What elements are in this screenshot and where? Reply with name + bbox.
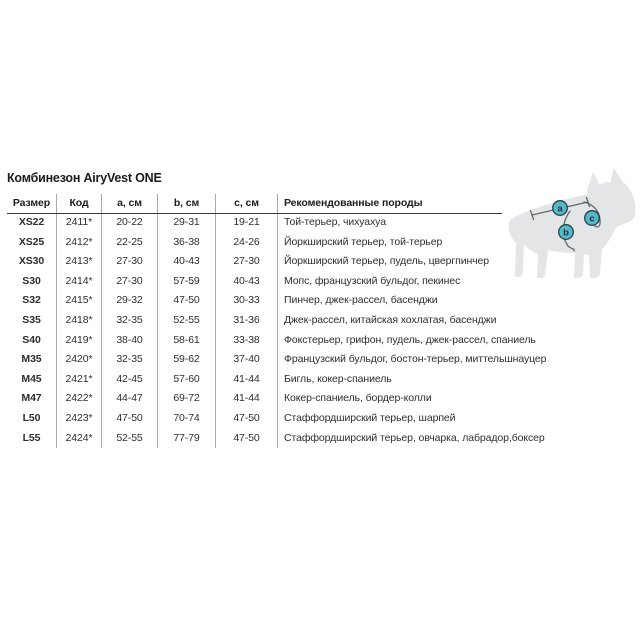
table-row [7,233,552,253]
cell-c-cm: 27-30 [216,252,278,272]
cell-a-cm: 38-40 [102,331,158,351]
measure-label-a: a [557,203,563,215]
page-title: Комбинезон AiryVest ONE [7,171,162,185]
cell-b-cm: 58-61 [158,331,216,351]
table-row [7,252,552,272]
cell-c-cm: 41-44 [216,389,278,409]
cell-code: 2418* [57,311,102,331]
cell-a-cm: 47-50 [102,409,158,429]
cell-b-cm: 69-72 [158,389,216,409]
column-header-breeds: Рекомендованные породы [284,197,423,209]
table-row [7,389,552,409]
table-row [7,429,552,449]
cell-a-cm: 27-30 [102,272,158,292]
cell-a-cm: 29-32 [102,291,158,311]
cell-c-cm: 40-43 [216,272,278,292]
cell-size: XS25 [7,233,57,253]
cell-breeds: Стаффордширский терьер, шарпей [284,411,456,424]
cell-code: 2419* [57,331,102,351]
cell-a-cm: 32-35 [102,350,158,370]
column-header-size: Размер [7,194,57,213]
cell-code: 2422* [57,389,102,409]
cell-breeds: Стаффордширский терьер, овчарка, лабрадор,боксер [284,431,545,444]
cell-code: 2420* [57,350,102,370]
dog-measurement-diagram [495,160,640,305]
table-row [7,272,552,292]
cell-breeds: Бигль, кокер-спаниель [284,372,392,385]
cell-c-cm: 47-50 [216,429,278,449]
cell-size: M35 [7,350,57,370]
cell-c-cm: 47-50 [216,409,278,429]
cell-size: M47 [7,389,57,409]
cell-a-cm: 20-22 [102,213,158,233]
cell-size: S30 [7,272,57,292]
cell-b-cm: 36-38 [158,233,216,253]
cell-breeds: Джек-рассел, китайская хохлатая, басенджи [284,313,497,326]
cell-code: 2412* [57,233,102,253]
cell-a-cm: 32-35 [102,311,158,331]
cell-a-cm: 52-55 [102,429,158,449]
table-row [7,213,552,233]
cell-breeds: Той-терьер, чихуахуа [284,216,386,228]
cell-code: 2413* [57,252,102,272]
cell-breeds: Пинчер, джек-рассел, басенджи [284,294,438,307]
cell-c-cm: 30-33 [216,291,278,311]
cell-code: 2415* [57,291,102,311]
cell-code: 2421* [57,370,102,390]
table-row [7,311,552,331]
cell-c-cm: 33-38 [216,331,278,351]
cell-code: 2424* [57,429,102,449]
cell-c-cm: 24-26 [216,233,278,253]
table-header-row [7,194,552,213]
cell-b-cm: 77-79 [158,429,216,449]
cell-b-cm: 57-60 [158,370,216,390]
cell-c-cm: 31-36 [216,311,278,331]
table-row [7,350,552,370]
cell-size: M45 [7,370,57,390]
cell-b-cm: 52-55 [158,311,216,331]
cell-a-cm: 27-30 [102,252,158,272]
cell-b-cm: 29-31 [158,213,216,233]
column-header-c-cm: c, см [216,194,278,213]
cell-size: L55 [7,429,57,449]
column-header-a-cm: a, см [102,194,158,213]
size-table-body [7,213,552,448]
cell-a-cm: 22-25 [102,233,158,253]
cell-size: S40 [7,331,57,351]
cell-a-cm: 42-45 [102,370,158,390]
cell-size: S32 [7,291,57,311]
cell-c-cm: 19-21 [216,213,278,233]
cell-b-cm: 70-74 [158,409,216,429]
cell-c-cm: 41-44 [216,370,278,390]
cell-size: XS30 [7,252,57,272]
cell-code: 2414* [57,272,102,292]
measure-label-c: c [589,213,595,225]
cell-breeds: Йоркширский терьер, той-терьер [284,235,443,248]
cell-breeds: Мопс, французский бульдог, пекинес [284,274,461,287]
cell-b-cm: 57-59 [158,272,216,292]
cell-b-cm: 40-43 [158,252,216,272]
cell-b-cm: 59-62 [158,350,216,370]
dog-silhouette [508,168,635,278]
table-row [7,331,552,351]
header-underline [7,213,502,215]
column-header-b-cm: b, см [158,194,216,213]
cell-code: 2411* [57,213,102,233]
cell-a-cm: 44-47 [102,389,158,409]
cell-c-cm: 37-40 [216,350,278,370]
table-row [7,370,552,390]
table-row [7,409,552,429]
size-table [7,194,552,448]
cell-breeds: Французский бульдог, бостон-терьер, миттельшнауцер [284,353,547,366]
cell-code: 2423* [57,409,102,429]
measure-label-b: b [563,227,569,239]
cell-size: S35 [7,311,57,331]
table-row [7,291,552,311]
cell-breeds: Йоркширский терьер, пудель, цвергпинчер [284,255,490,268]
cell-breeds: Фокстерьер, грифон, пудель, джек-рассел, спаниель [284,333,536,346]
cell-b-cm: 47-50 [158,291,216,311]
cell-size: XS22 [7,213,57,233]
column-header-code: Код [57,194,102,213]
cell-breeds: Кокер-спаниель, бордер-колли [284,392,432,405]
cell-size: L50 [7,409,57,429]
